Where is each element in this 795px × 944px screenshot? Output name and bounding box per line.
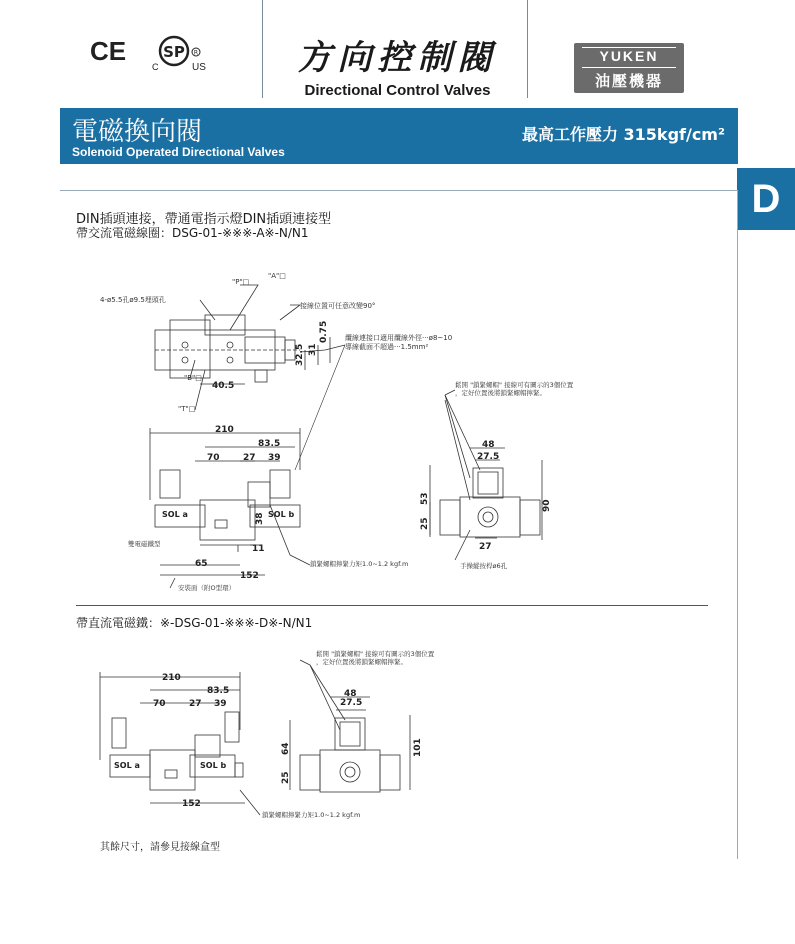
dim-27: 27 — [243, 453, 256, 463]
section2-subheading: 帶直流電磁鐵：※-DSG-01-※※※-D※-N/N1 — [76, 616, 313, 630]
dc-dim-27: 27 — [189, 699, 202, 709]
dc-dim-70: 70 — [153, 699, 166, 709]
dc-lock-nut-note: 鎖緊螺帽擰緊力矩1.0~1.2 kgf.m — [262, 811, 361, 819]
dim-70: 70 — [207, 453, 220, 463]
yuken-brand-cn: 油壓機器 — [594, 72, 663, 90]
manual-pin-note: 手操縱按桿ø6孔 — [460, 562, 508, 570]
band-title-cn: 電磁換向閥 — [72, 117, 203, 147]
side-dim-25: 25 — [420, 517, 430, 530]
label-a: "A"□ — [268, 272, 286, 280]
csa-c-label: C — [152, 62, 159, 72]
dc-side-dim-101: 101 — [413, 738, 423, 757]
dc-sol-b-label: SOL b — [200, 761, 227, 770]
dim-38: 38 — [255, 512, 265, 525]
dc-dim-39: 39 — [214, 699, 227, 709]
frame-corner — [60, 190, 61, 192]
band-title-en: Solenoid Operated Directional Valves — [72, 145, 285, 159]
side-note-2: ，定好位置後將鎖緊螺帽擰緊。 — [455, 389, 546, 397]
page-title-en: Directional Control Valves — [304, 82, 491, 99]
label-p: "P"□ — [232, 278, 250, 286]
section-tab-d[interactable]: D — [737, 168, 795, 230]
dc-side-body — [320, 750, 380, 792]
yuken-logo — [574, 43, 684, 93]
dc-dim-83-5: 83.5 — [207, 686, 230, 696]
dim-32-5: 32.5 — [295, 343, 305, 366]
dim-31: 31 — [308, 343, 318, 356]
lock-nut-note: 鎖緊螺帽擰緊力矩1.0~1.2 kgf.m — [310, 560, 409, 568]
dim-210: 210 — [215, 425, 234, 435]
svg-text:R: R — [193, 49, 199, 57]
double-coil-note: 雙電磁鐵型 — [128, 540, 161, 548]
section-separator — [76, 605, 708, 606]
side-dim-48: 48 — [482, 440, 495, 450]
dc-side-dim-48: 48 — [344, 689, 357, 699]
dc-side-note-1: 鬆開 "鎖緊螺帽" 接線可有圖示的3個位置 — [316, 650, 435, 658]
sol-b-label: SOL b — [268, 510, 295, 519]
label-b: "B"□ — [184, 374, 202, 382]
dc-side-dim-25: 25 — [281, 771, 291, 784]
dim-39: 39 — [268, 453, 281, 463]
section1-drawing — [0, 260, 740, 600]
ce-mark: CE — [90, 36, 127, 66]
dc-sol-a-label: SOL a — [114, 761, 140, 770]
svg-text:SP: SP — [163, 43, 185, 61]
dim-65: 65 — [195, 559, 208, 569]
section2-drawing — [0, 640, 740, 830]
mounting-face-note: 安裝面（附O型環） — [178, 584, 236, 592]
holes-note: 4-ø5.5孔ø9.5埋頭孔 — [100, 296, 166, 304]
dc-dim-210: 210 — [162, 673, 181, 683]
dim-0-75: 0.75 — [319, 320, 329, 343]
side-dim-53: 53 — [420, 492, 430, 505]
dc-side-dim-64: 64 — [281, 742, 291, 755]
footer-note: 其餘尺寸，請參見接線盒型 — [100, 842, 220, 853]
rotate-note: 接線位置可任意改變90° — [300, 302, 376, 310]
dc-side-dim-27-5: 27.5 — [340, 698, 363, 708]
dim-83-5: 83.5 — [258, 439, 281, 449]
max-pressure: 最高工作壓力 315kgf/cm² — [521, 125, 725, 144]
side-body — [460, 497, 520, 537]
section1-subheading: 帶交流電磁線圈：DSG-01-※※※-A※-N/N1 — [76, 226, 309, 240]
side-note-1: 鬆開 "鎖緊螺帽" 接線可有圖示的3個位置 — [455, 381, 574, 389]
dc-dim-152: 152 — [182, 799, 201, 809]
csa-us-label: US — [192, 62, 206, 73]
dim-40-5: 40.5 — [212, 381, 235, 391]
dc-side-note-2: ，定好位置後將鎖緊螺帽擰緊。 — [316, 658, 407, 666]
dim-11: 11 — [252, 544, 265, 554]
sol-a-label: SOL a — [162, 510, 188, 519]
section1-heading: DIN插頭連接，帶通電指示燈DIN插頭連接型 — [76, 212, 332, 227]
valve-body — [200, 500, 255, 540]
side-dim-27-5: 27.5 — [477, 452, 500, 462]
page-title: 方向控制閥 — [297, 38, 498, 78]
dim-152: 152 — [240, 571, 259, 581]
cable-note-2: 導線截面不超過···1.5mm² — [345, 343, 429, 351]
yuken-brand-en: YUKEN — [599, 48, 659, 64]
side-dim-90: 90 — [542, 499, 552, 512]
cable-note-1: 纜線連接口適用纜線外徑···ø8~10 — [345, 334, 453, 342]
side-dim-27: 27 — [479, 542, 492, 552]
label-t: "T"□ — [178, 405, 196, 413]
